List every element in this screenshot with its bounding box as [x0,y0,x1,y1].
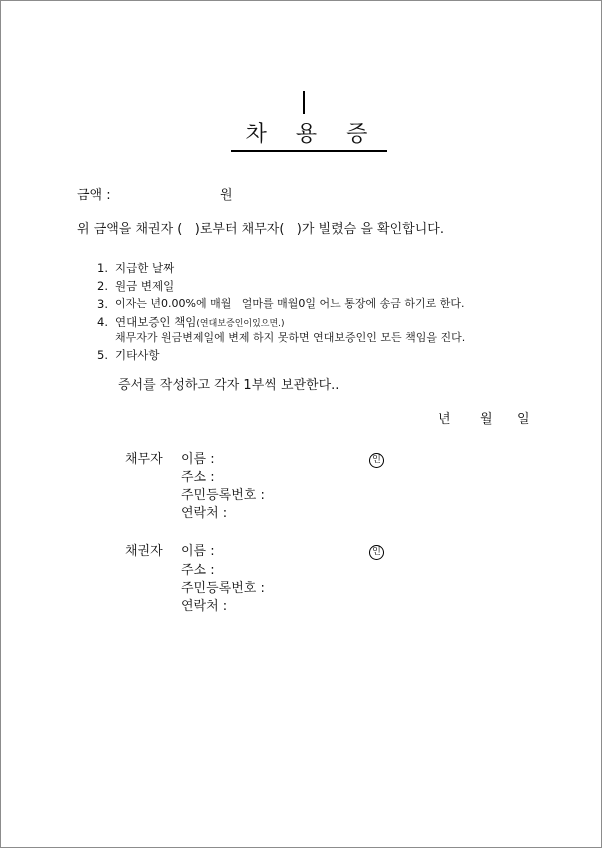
statement-text: 위 금액을 채권자 ( )로부터 채무자( )가 빌렸슴 을 확인합니다. [77,222,444,237]
seal-icon: 인 [369,453,384,468]
creditor-name-label: 이름 : [181,544,215,559]
creditor-role: 채권자 [125,544,163,559]
term-number: 5. [97,348,108,362]
amount-unit: 원 [220,188,233,203]
term-number: 3. [97,297,108,311]
creditor-address-label: 주소 : [181,563,215,578]
debtor-rrn-label: 주민등록번호 : [181,488,265,503]
debtor-address-label: 주소 : [181,470,215,485]
term-note: (연대보증인이있으면.) [196,319,285,329]
term-text: 이자는 년0.00%에 매월 얼마를 매월0일 어느 통장에 송금 하기로 한다. [115,297,465,310]
term-text: 기타사항 [115,348,160,362]
creditor-contact-label: 연락처 : [181,599,228,614]
date-month: 월 [480,412,493,427]
seal-icon: 인 [369,545,384,560]
term-number: 4. [97,315,108,329]
term-text: 원금 변제일 [115,279,175,293]
debtor-name-label: 이름 : [181,452,215,467]
term-detail: 채무자가 원금변제일에 변제 하지 못하면 연대보증인인 모든 책임을 진다. [115,331,466,344]
date-year: 년 [438,412,451,427]
amount-label: 금액 : [77,188,111,203]
closing-text: 증서를 작성하고 각자 1부씩 보관한다.. [118,378,340,393]
text-cursor [303,91,305,114]
document-title: 차 용 증 [245,122,369,147]
term-main: 연대보증인 책임 [115,315,197,329]
date-day: 일 [517,412,530,427]
title-underline [231,150,387,152]
creditor-rrn-label: 주민등록번호 : [181,581,265,596]
term-text: 지급한 날짜 [115,261,175,275]
term-number: 2. [97,279,108,293]
term-number: 1. [97,261,108,275]
debtor-contact-label: 연락처 : [181,506,228,521]
debtor-role: 채무자 [125,452,163,467]
